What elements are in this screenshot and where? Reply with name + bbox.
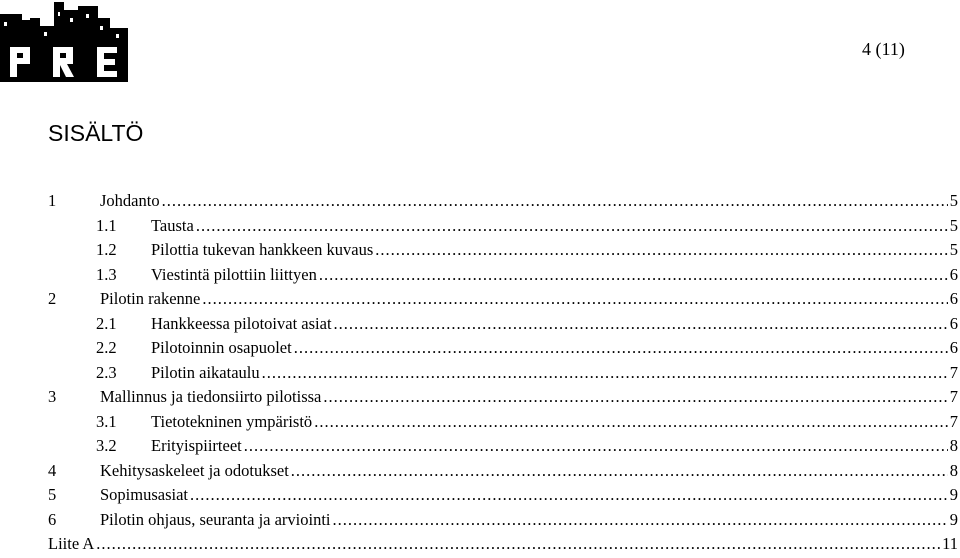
toc-entry-page: 7 [949,362,958,382]
toc-entry-title: Erityispiirteet [151,436,242,455]
toc-entry[interactable] [48,410,958,435]
toc-entry-page: 11 [942,534,958,553]
toc-entry-number: 2.3 [96,362,117,382]
toc-entry-number: 2 [48,289,57,308]
toc-entry-title: Viestintä pilottiin liittyen [151,264,317,284]
toc-entry-page: 5 [949,240,958,259]
toc-entry-page: 9 [949,509,958,529]
toc-dot-leader [294,336,948,361]
toc-dot-leader [319,263,948,288]
toc-entry-title: Hankkeessa pilotoivat asiat [151,313,332,333]
toc-dot-leader [96,532,940,557]
toc-entry-title: Sopimusasiat [100,485,189,504]
toc-entry[interactable] [48,385,958,410]
toc-dot-leader [333,508,948,533]
pre-logo-graphic [0,0,128,82]
toc-entry-number: 3 [48,387,57,406]
toc-entry-title: Kehitysaskeleet ja odotukset [100,460,289,480]
toc-dot-leader [162,189,948,214]
toc-entry-page: 8 [949,460,958,480]
toc-entry-page: 5 [949,215,958,235]
toc-entry[interactable] [48,287,958,312]
toc-entry-number: 2.1 [96,313,117,333]
toc-entry-title: Tausta [151,215,194,235]
toc-entry-page: 7 [949,387,958,406]
toc-entry[interactable] [48,214,958,239]
toc-entry-title: Mallinnus ja tiedonsiirto pilotissa [100,387,322,406]
toc-entry[interactable] [48,532,958,557]
toc-entry-number: 3.2 [96,436,117,455]
toc-entry-title: Liite A [48,534,95,553]
toc-dot-leader [375,238,948,263]
toc-entry[interactable] [48,238,958,263]
toc-entry[interactable] [48,508,958,533]
page-number: 4 (11) [862,39,905,59]
toc-entry[interactable] [48,312,958,337]
toc-entry-number: 1.2 [96,240,117,259]
toc-dot-leader [190,483,948,508]
toc-entry-title: Pilottia tukevan hankkeen kuvaus [151,240,374,259]
toc-dot-leader [291,459,948,484]
toc-entry-page: 9 [949,485,958,504]
toc-entry-number: 2.2 [96,338,117,357]
toc-entry-title: Pilotin aikataulu [151,362,260,382]
toc-dot-leader [262,361,948,386]
toc-entry-number: 1.3 [96,264,117,284]
toc-dot-leader [196,214,948,239]
toc-entry-title: Johdanto [100,191,160,210]
toc-entry-title: Tietotekninen ympäristö [151,411,313,431]
toc-entry-page: 6 [949,338,958,357]
toc-entry[interactable] [48,263,958,288]
toc-entry-number: 4 [48,460,57,480]
toc-dot-leader [202,287,947,312]
toc-entry-page: 6 [949,313,958,333]
toc-heading: SISÄLTÖ [48,120,144,146]
toc-entry-title: Pilotin ohjaus, seuranta ja arviointi [100,509,331,529]
toc-entry[interactable] [48,483,958,508]
toc-entry-page: 6 [949,264,958,284]
toc-dot-leader [314,410,948,435]
toc-entry[interactable] [48,336,958,361]
toc-entry-number: 5 [48,485,57,504]
toc-entry-number: 6 [48,509,57,529]
table-of-contents [48,189,958,557]
toc-entry-page: 8 [949,436,958,455]
toc-entry[interactable] [48,361,958,386]
toc-entry-page: 5 [949,191,958,210]
toc-entry-page: 6 [949,289,958,308]
toc-dot-leader [244,434,948,459]
toc-dot-leader [323,385,947,410]
toc-entry-title: Pilotoinnin osapuolet [151,338,292,357]
toc-entry[interactable] [48,434,958,459]
toc-dot-leader [334,312,948,337]
toc-entry-number: 3.1 [96,411,117,431]
toc-entry[interactable] [48,189,958,214]
toc-entry-page: 7 [949,411,958,431]
toc-entry[interactable] [48,459,958,484]
toc-entry-number: 1 [48,191,57,210]
pre-logo [0,0,128,82]
toc-entry-title: Pilotin rakenne [100,289,201,308]
toc-entry-number: 1.1 [96,215,117,235]
